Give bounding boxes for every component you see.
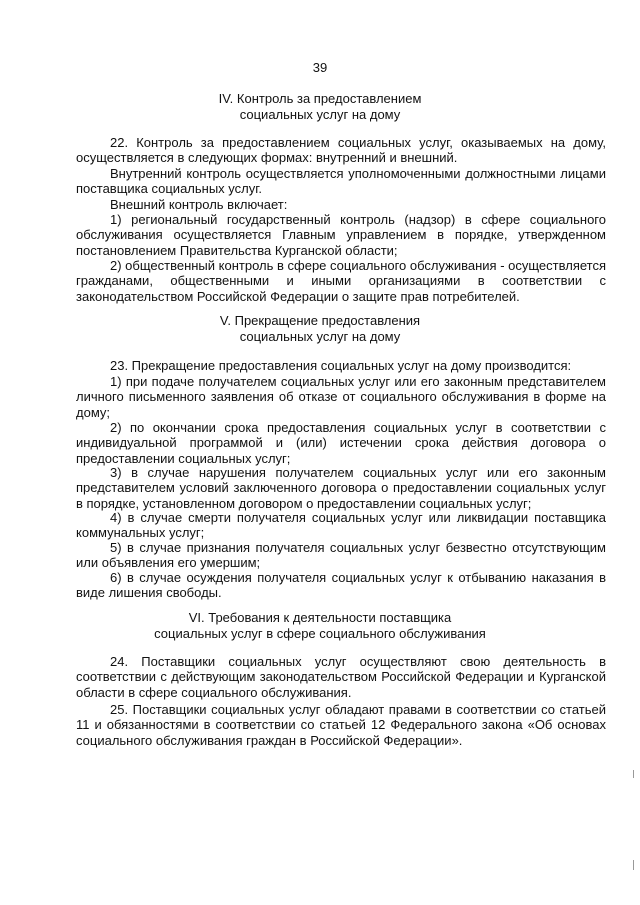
- list-item-termination-2: 2) по окончании срока предоставления социальных услуг в соответствии с индивидуальной программой и (или) истечении срока действия договора о предоставлении социальных услуг;: [76, 420, 606, 466]
- section-heading-line: IV. Контроль за предоставлением: [218, 91, 422, 106]
- section-heading-line: V. Прекращение предоставления: [219, 313, 421, 328]
- section-heading-line: VI. Требования к деятельности поставщика: [188, 610, 452, 625]
- list-item-termination-1: 1) при подаче получателем социальных услуг или его законным представителем личного письменного заявления об отказе от социального обслуживания в форме на дому;: [76, 374, 606, 420]
- list-item-termination-4: 4) в случае смерти получателя социальных услуг или ликвидации поставщика коммунальных услуг;: [76, 510, 606, 541]
- list-item-termination-5: 5) в случае признания получателя социальных услуг безвестно отсутствующим или объявления его умершим;: [76, 540, 606, 571]
- list-item-regional-control: 1) региональный государственный контроль (надзор) в сфере социального обслуживания осуществляется Главным управлением в порядке, утвержденном постановлением Правительства Курганской области;: [76, 212, 606, 258]
- paragraph-internal-control: Внутренний контроль осуществляется уполномоченными должностными лицами поставщика социальных услуг.: [76, 166, 606, 197]
- section-heading-vi: [0, 610, 640, 642]
- paragraph-25: 25. Поставщики социальных услуг обладают правами в соответствии со статьей 11 и обязанностями в соответствии со статьей 12 Федерального закона «Об основах социального обслуживания граждан в Российской Федерации».: [76, 702, 606, 748]
- section-heading-line: социальных услуг на дому: [239, 107, 401, 122]
- list-item-termination-6: 6) в случае осуждения получателя социальных услуг к отбыванию наказания в виде лишения свободы.: [76, 570, 606, 601]
- paragraph-23: 23. Прекращение предоставления социальных услуг на дому производится:: [110, 358, 572, 373]
- paragraph-24: 24. Поставщики социальных услуг осуществляют свою деятельность в соответствии с действующим законодательством Российской Федерации и Курганской области в сфере социального обслуживания.: [76, 654, 606, 700]
- section-heading-line: социальных услуг на дому: [239, 329, 401, 344]
- section-heading-iv: [0, 91, 640, 123]
- list-item-termination-3: 3) в случае нарушения получателем социальных услуг или его законным представителем условий заключенного договора о предоставлении социальных услуг в порядке, установленном договором о предоставлении социальных услуг;: [76, 465, 606, 511]
- paragraph-external-control: Внешний контроль включает:: [110, 197, 288, 212]
- list-item-public-control: 2) общественный контроль в сфере социального обслуживания - осуществляется гражданами, общественными и иными организациями в соответствии с законодательством Российской Федерации о защите прав потребителей.: [76, 258, 606, 304]
- scan-edge-mark: [633, 860, 634, 870]
- paragraph-22: 22. Контроль за предоставлением социальных услуг, оказываемых на дому, осуществляется в следующих формах: внутренний и внешний.: [76, 135, 606, 166]
- scan-edge-mark: [633, 770, 634, 778]
- section-heading-v: [0, 313, 640, 345]
- page-number: 39: [312, 60, 328, 75]
- section-heading-line: социальных услуг в сфере социального обслуживания: [154, 626, 486, 641]
